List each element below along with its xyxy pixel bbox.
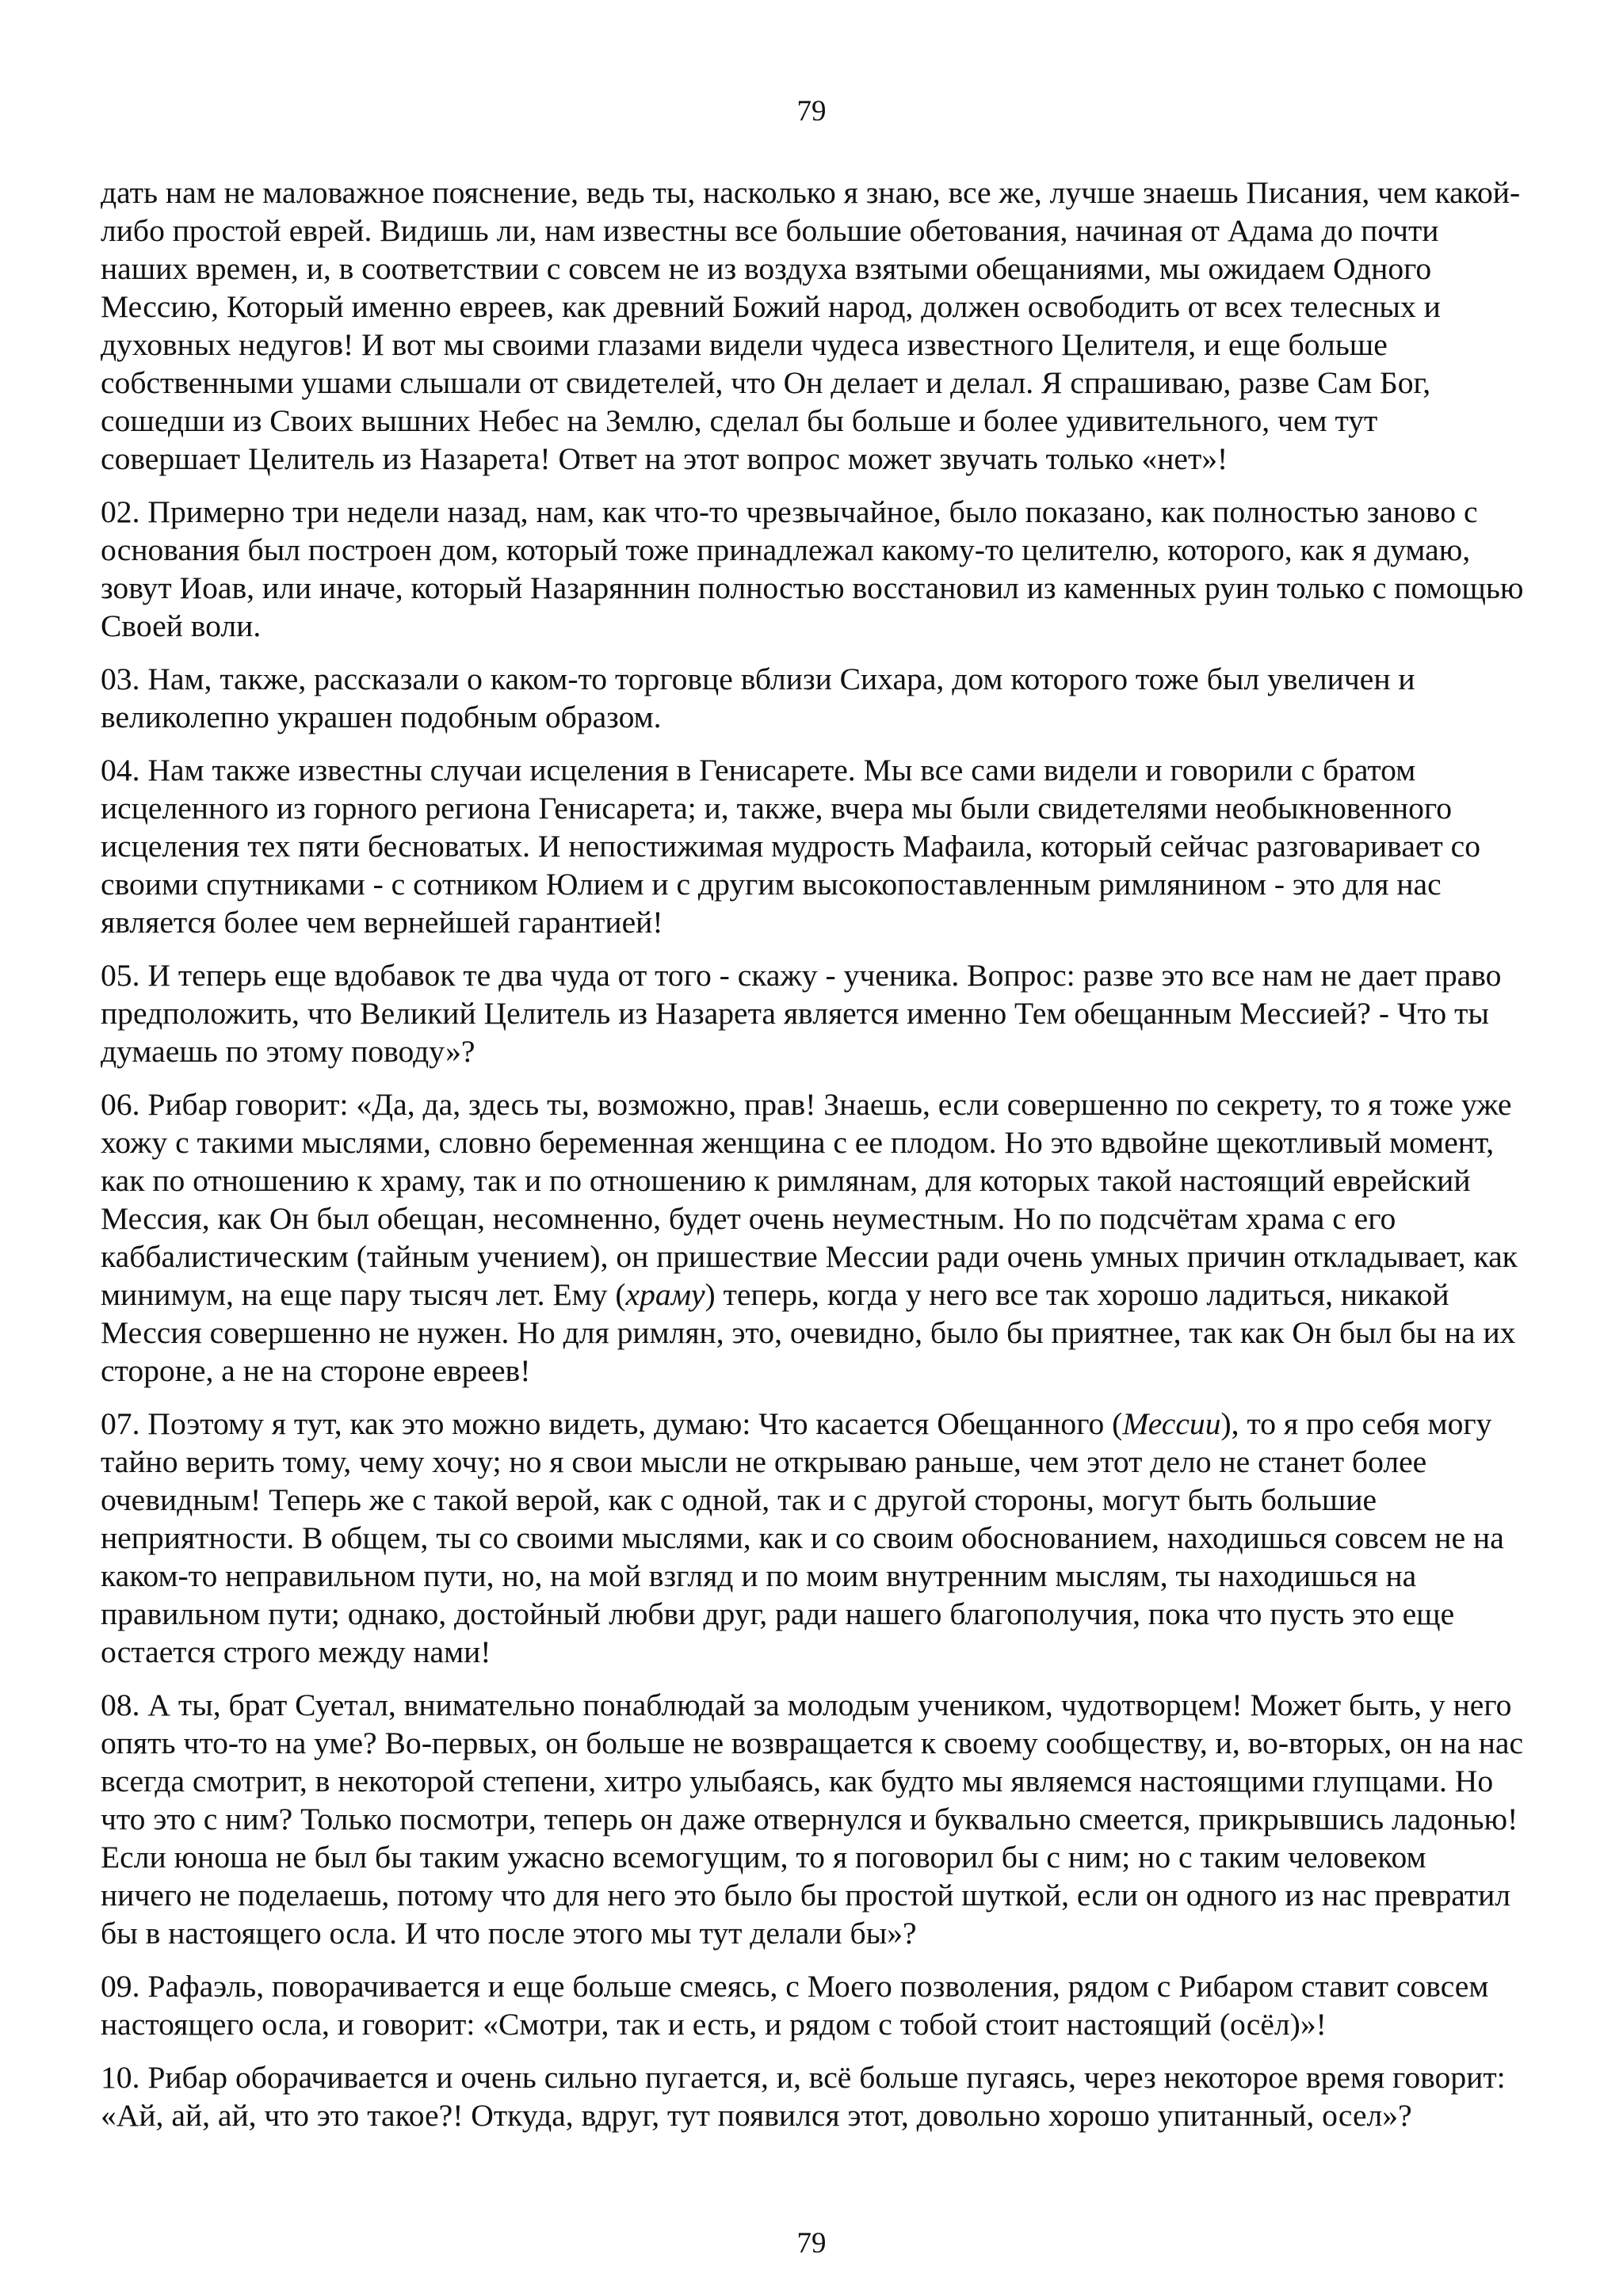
page-number-top: 79 (796, 95, 827, 128)
paragraph-text: 06. Рибар говорит: «Да, да, здесь ты, возможно, прав! Знаешь, если совершенно по секрету, то я тоже уже хожу с такими мыслями, словно беременная женщина с ее плодом. Но это вдвойне щекотливый момент, как по отношению к храму, так и по отношению к римлянам, для которых такой настоящий еврейский Мессия, как Он был обещан, несомненно, будет очень неуместным. Но по подсчётам храма с его каббалистическим (тайным учением), он пришествие Мессии ради очень умных причин откладывает, как минимум, на еще пару тысяч лет. Ему ( (101, 1087, 1518, 1312)
paragraph-text: 08. А ты, брат Суетал, внимательно понаблюдай за молодым учеником, чудотворцем! Может быть, у него опять что-то на уме? Во-первых, он больше не возвращается к своему сообществу, и, во-вторых, он на нас всегда смотрит, в некоторой степени, хитро улыбаясь, как будто мы являемся настоящими глупцами. Но что это с ним? Только посмотри, теперь он даже отвернулся и буквально смеется, прикрывшись ладонью! Если юноша не был бы таким ужасно всемогущим, то я поговорил бы с ним; но с таким человеком ничего не поделаешь, потому что для него это было бы простой шуткой, если он одного из нас превратил бы в настоящего осла. И что после этого мы тут делали бы»? (101, 1688, 1524, 1951)
page-number-bottom: 79 (796, 2227, 827, 2260)
paragraph-04 (101, 751, 1525, 941)
paragraph-10 (101, 2058, 1525, 2134)
body-text (101, 174, 1525, 2134)
paragraph-08 (101, 1686, 1525, 1952)
italic-gloss: Мессии (1122, 1406, 1221, 1441)
paragraph-intro (101, 174, 1525, 478)
paragraph-02 (101, 493, 1525, 645)
paragraph-text: ) теперь, когда у него все так хорошо ладиться, никакой Мессия совершенно не нужен. Но для римлян, это, очевидно, было бы приятнее, так как Он был бы на их стороне, а не на стороне евреев! (101, 1277, 1516, 1388)
paragraph-text: 07. Поэтому я тут, как это можно видеть, думаю: Что касается Обещанного ( (101, 1406, 1123, 1441)
paragraph-05 (101, 956, 1525, 1070)
paragraph-07 (101, 1405, 1525, 1671)
paragraph-03 (101, 660, 1525, 736)
paragraph-text: 10. Рибар оборачивается и очень сильно пугается, и, всё больше пугаясь, через некоторое время говорит: «Ай, ай, ай, что это такое?! Откуда, вдруг, тут появился этот, довольно хорошо упитанный, осел»? (101, 2060, 1506, 2133)
paragraph-text: ), то я про себя могу тайно верить тому, чему хочу; но я свои мысли не открываю раньше, чем этот дело не станет более очевидным! Теперь же с такой верой, как с одной, так и с другой стороны, могут быть большие неприятности. В общем, ты со своими мыслями, как и со своим обоснованием, находишься совсем не на каком-то неправильном пути, но, на мой взгляд и по моим внутренним мыслям, ты находишься на правильном пути; однако, достойный любви друг, ради нашего благополучия, пока что пусть это еще остается строго между нами! (101, 1406, 1504, 1669)
paragraph-text: дать нам не маловажное пояснение, ведь ты, насколько я знаю, все же, лучше знаешь Писания, чем какой-либо простой еврей. Видишь ли, нам известны все большие обетования, начиная от Адама до почти наших времен, и, в соответствии с совсем не из воздуха взятыми обещаниями, мы ожидаем Одного Мессию, Который именно евреев, как древний Божий народ, должен освободить от всех телесных и духовных недугов! И вот мы своими глазами видели чудеса известного Целителя, и еще больше собственными ушами слышали от свидетелей, что Он делает и делал. Я спрашиваю, разве Сам Бог, сошедши из Своих вышних Небес на Землю, сделал бы больше и более удивительного, чем тут совершает Целитель из Назарета! Ответ на этот вопрос может звучать только «нет»! (101, 175, 1521, 476)
paragraph-text: 02. Примерно три недели назад, нам, как что-то чрезвычайное, было показано, как полностью заново с основания был построен дом, который тоже принадлежал какому-то целителю, которого, как я думаю, зовут Иоав, или иначе, который Назаряннин полностью восстановил из каменных руин только с помощью Своей воли. (101, 494, 1524, 643)
paragraph-09 (101, 1967, 1525, 2043)
paragraph-text: 03. Нам, также, рассказали о каком-то торговце вблизи Сихара, дом которого тоже был увеличен и великолепно украшен подобным образом. (101, 662, 1415, 734)
paragraph-text: 09. Рафаэль, поворачивается и еще больше смеясь, с Моего позволения, рядом с Рибаром ставит совсем настоящего осла, и говорит: «Смотри, так и есть, и рядом с тобой стоит настоящий (осёл)»! (101, 1969, 1489, 2042)
paragraph-06 (101, 1085, 1525, 1390)
paragraph-text: 05. И теперь еще вдобавок те два чуда от того - скажу - ученика. Вопрос: разве это все нам не дает право предположить, что Великий Целитель из Назарета является именно Тем обещанным Мессией? - Что ты думаешь по этому поводу»? (101, 958, 1502, 1069)
italic-gloss: храму (625, 1277, 705, 1312)
paragraph-text: 04. Нам также известны случаи исцеления в Генисарете. Мы все сами видели и говорили с братом исцеленного из горного региона Генисарета; и, также, вчера мы были свидетелями необыкновенного исцеления тех пяти бесноватых. И непостижимая мудрость Мафаила, который сейчас разговаривает со своими спутниками - с сотником Юлием и с другим высокопоставленным римлянином - это для нас является более чем вернейшей гарантией! (101, 753, 1481, 940)
